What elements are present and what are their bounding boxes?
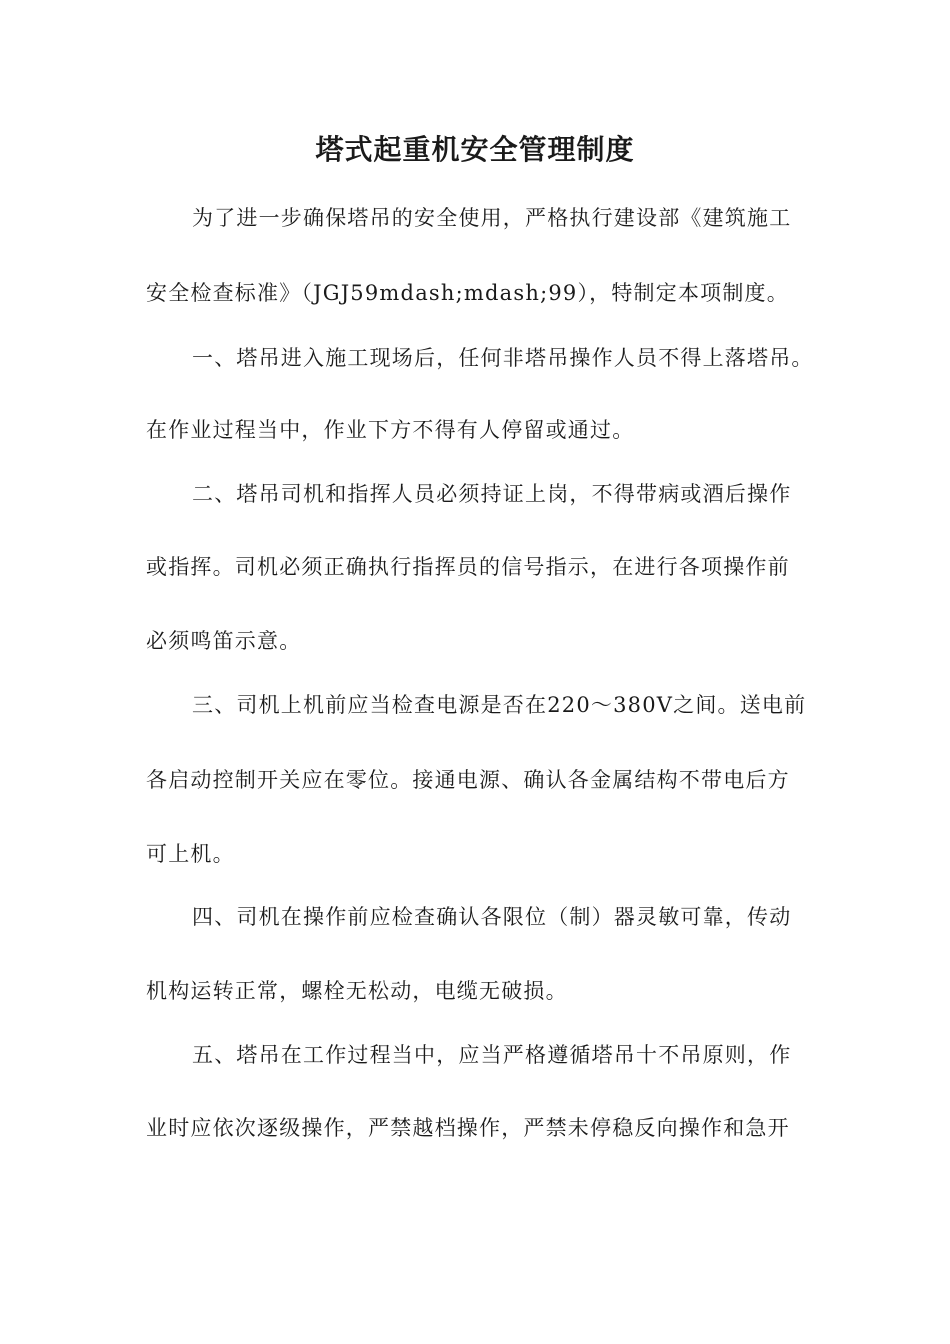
paragraph-line: 在作业过程当中，作业下方不得有人停留或通过。 — [146, 418, 635, 442]
paragraph-line: 为了进一步确保塔吊的安全使用，严格执行建设部《建筑施工 — [192, 206, 792, 230]
paragraph-line: 五、塔吊在工作过程当中，应当严格遵循塔吊十不吊原则，作 — [192, 1043, 792, 1067]
document-title: 塔式起重机安全管理制度 — [315, 133, 635, 166]
paragraph-line: 机构运转正常，螺栓无松动，电缆无破损。 — [146, 979, 568, 1003]
paragraph-line: 各启动控制开关应在零位。接通电源、确认各金属结构不带电后方 — [146, 768, 790, 792]
paragraph-line: 一、塔吊进入施工现场后，任何非塔吊操作人员不得上落塔吊。 — [192, 346, 814, 370]
paragraph-line: 三、司机上机前应当检查电源是否在220～380V之间。送电前 — [192, 693, 807, 717]
paragraph-line: 可上机。 — [146, 842, 235, 866]
paragraph-line: 必须鸣笛示意。 — [146, 629, 302, 653]
paragraph-line: 业时应依次逐级操作，严禁越档操作，严禁未停稳反向操作和急开 — [146, 1116, 790, 1140]
paragraph-line: 安全检查标准》（JGJ59mdash;mdash;99），特制定本项制度。 — [146, 281, 789, 305]
paragraph-line: 四、司机在操作前应检查确认各限位（制）器灵敏可靠，传动 — [192, 905, 792, 929]
paragraph-line: 或指挥。司机必须正确执行指挥员的信号指示，在进行各项操作前 — [146, 555, 790, 579]
paragraph-line: 二、塔吊司机和指挥人员必须持证上岗，不得带病或酒后操作 — [192, 482, 792, 506]
